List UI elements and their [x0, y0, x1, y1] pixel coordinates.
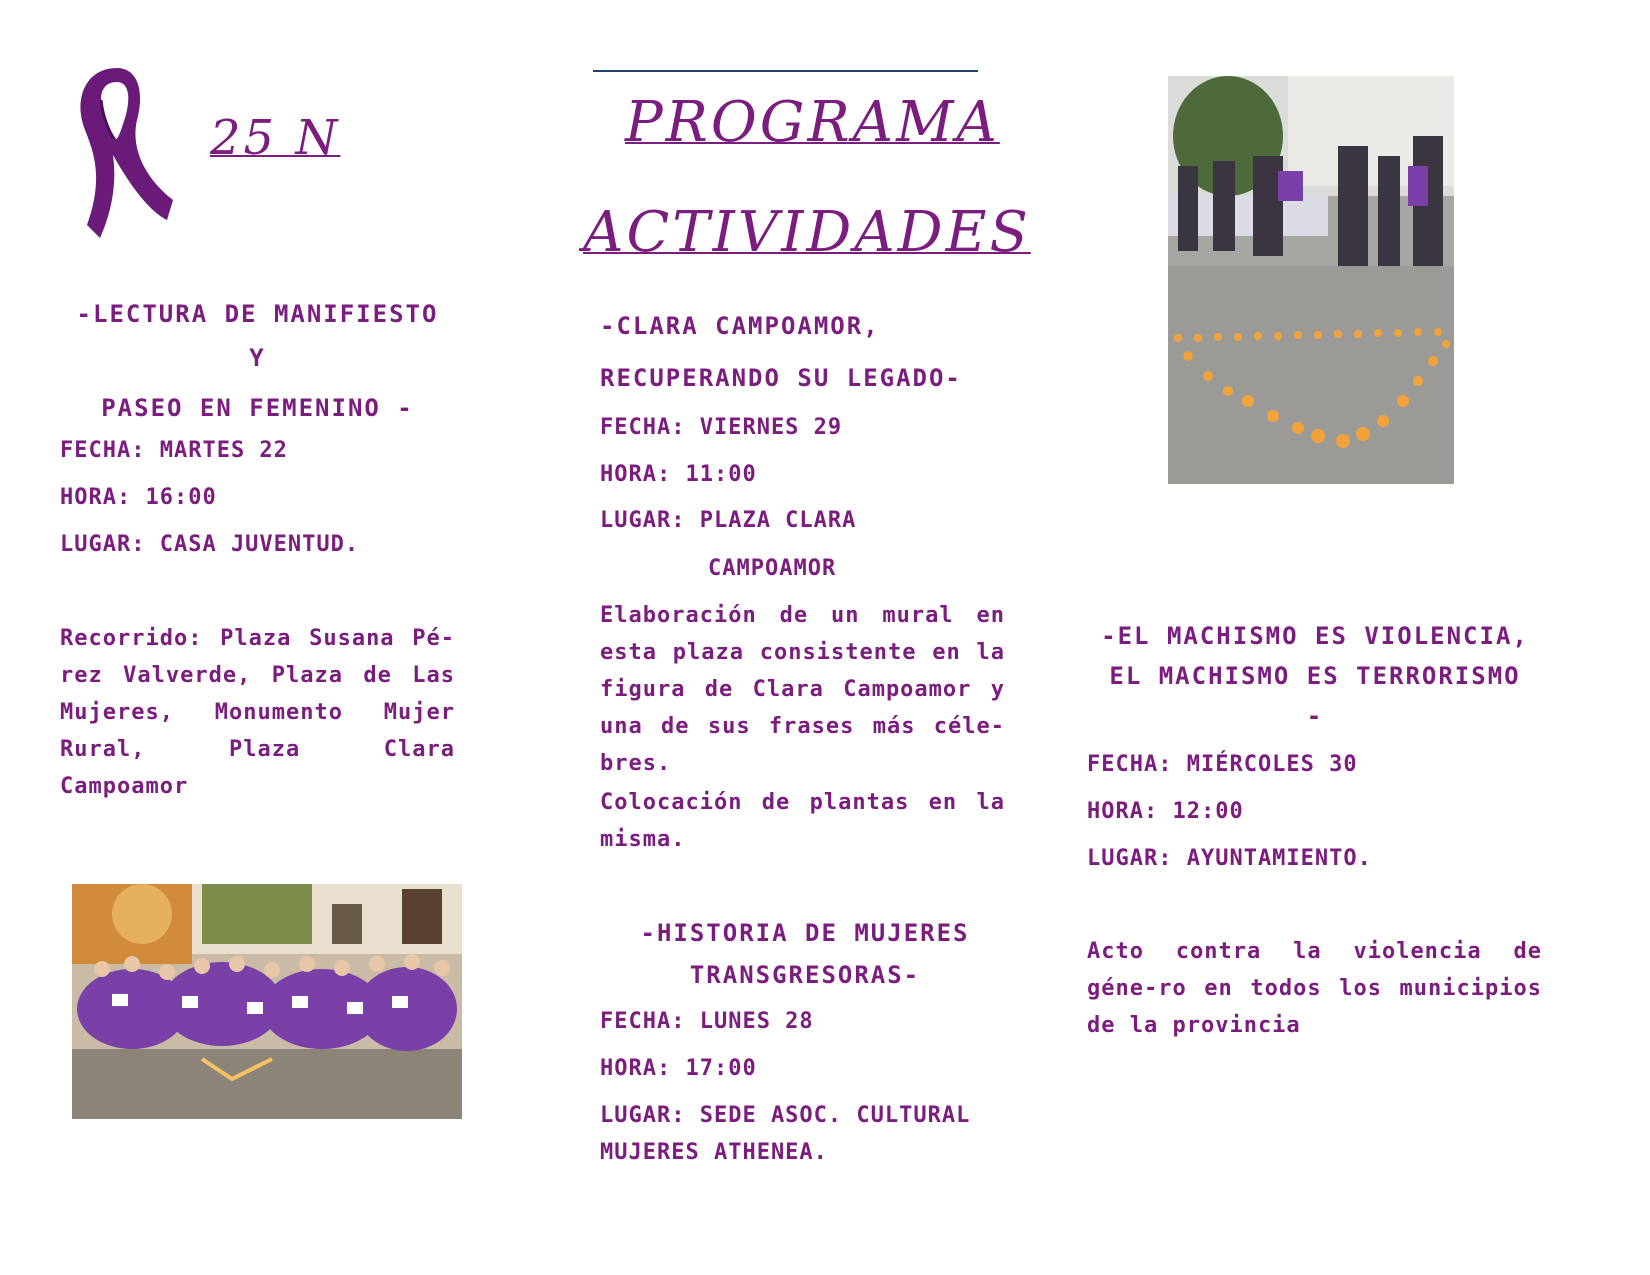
event1-title: [55, 292, 460, 430]
event2-desc2: Colocación de plantas en la misma.: [600, 790, 1005, 852]
event4-title-line3: -: [1306, 702, 1324, 730]
event3-title-line2: TRANSGRESORAS-: [689, 961, 921, 989]
event1-recorrido: Recorrido: Plaza Susana Pé-rez Valverde, Plaza de Las Mujeres, Monumento Mujer Rural, Plaza Clara Campoamor: [60, 626, 455, 799]
event4-desc: Acto contra la violencia de géne-ro en todos los municipios de la provincia: [1087, 939, 1542, 1038]
title-actividades: ACTIVIDADES: [583, 200, 1031, 265]
candle-triangle-photo: [1168, 76, 1454, 484]
event3-fecha: FECHA: LUNES 28: [600, 1009, 814, 1034]
event1-title-line1: -LECTURA DE MANIFIESTO: [76, 300, 439, 328]
event2-hora: HORA: 11:00: [600, 462, 757, 487]
event3-title: [580, 912, 1030, 996]
event1-lugar: LUGAR: CASA JUVENTUD.: [60, 532, 360, 557]
event4-title-line1: -EL MACHISMO ES VIOLENCIA,: [1101, 622, 1529, 650]
event3-hora: HORA: 17:00: [600, 1056, 757, 1081]
event1-hora: HORA: 16:00: [60, 485, 217, 510]
awareness-ribbon-icon: [55, 60, 180, 250]
event1-fecha: FECHA: MARTES 22: [60, 438, 288, 463]
event2-fecha: FECHA: VIERNES 29: [600, 415, 843, 440]
event1-title-line2: Y: [249, 344, 266, 372]
event2-desc1: Elaboración de un mural en esta plaza consistente en la figura de Clara Campoamor y una de sus frases más céle-bres.: [600, 603, 1005, 776]
badge-25n: 25 N: [210, 110, 341, 166]
event4-title-line2: EL MACHISMO ES TERRORISMO: [1109, 662, 1521, 690]
event2-title-line1: -CLARA CAMPOAMOR,: [600, 312, 880, 340]
event1-title-line3: PASEO EN FEMENINO -: [101, 394, 414, 422]
group-photo: [72, 884, 462, 1119]
event4-hora: HORA: 12:00: [1087, 799, 1244, 824]
title-programa: PROGRAMA: [625, 90, 1000, 155]
event2-title-line2: RECUPERANDO SU LEGADO-: [600, 364, 962, 392]
event4-title: [1080, 616, 1550, 736]
title-rule: [593, 70, 978, 72]
event3-lugar: LUGAR: SEDE ASOC. CULTURAL MUJERES ATHENEA.: [600, 1103, 971, 1165]
event4-fecha: FECHA: MIÉRCOLES 30: [1087, 752, 1358, 777]
event3-title-line1: -HISTORIA DE MUJERES: [640, 919, 970, 947]
event4-lugar: LUGAR: AYUNTAMIENTO.: [1087, 846, 1372, 871]
event2-lugar-line2: CAMPOAMOR: [708, 556, 837, 581]
event2-lugar-line1: LUGAR: PLAZA CLARA: [600, 508, 857, 533]
